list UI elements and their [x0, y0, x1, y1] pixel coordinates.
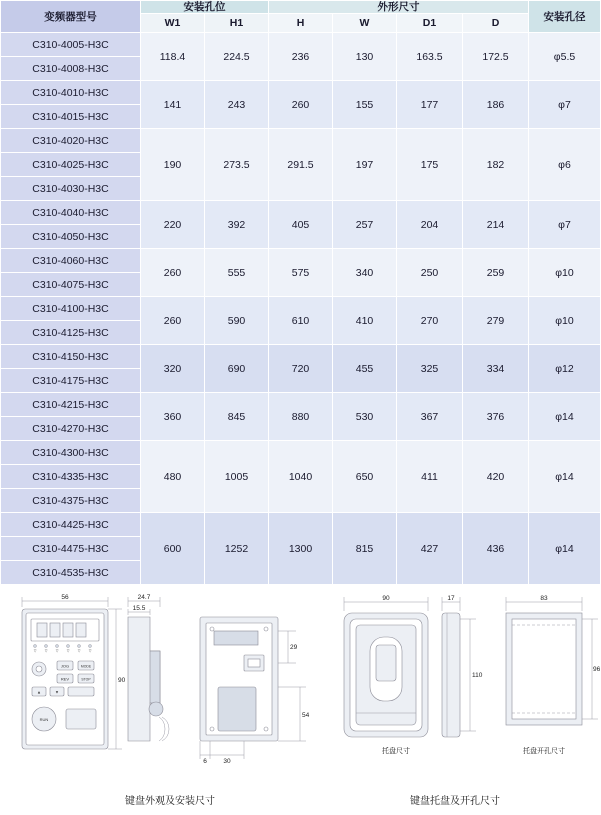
cell-w1: 220	[141, 201, 205, 249]
dim-label-56: 56	[61, 594, 69, 602]
model-cell: C310-4020-H3C	[1, 129, 141, 153]
keypad-key-down-label: ▼	[55, 689, 59, 695]
cell-d1: 175	[397, 129, 463, 201]
model-cell: C310-4335-H3C	[1, 465, 141, 489]
cell-d1: 177	[397, 81, 463, 129]
model-cell: C310-4050-H3C	[1, 225, 141, 249]
dim-label-90: 90	[118, 677, 126, 685]
dim-tray-width	[344, 595, 428, 611]
cell-hole: φ14	[529, 513, 601, 585]
cell-d: 214	[463, 201, 529, 249]
table-header-row-1	[1, 1, 601, 14]
caption-tray: 键盘托盘及开孔尺寸	[410, 796, 500, 808]
table-row	[1, 393, 601, 417]
cell-hole: φ10	[529, 249, 601, 297]
tray-opening-inner	[512, 619, 576, 719]
dim-label-110: 110	[472, 672, 483, 680]
cell-d: 420	[463, 441, 529, 513]
model-cell: C310-4125-H3C	[1, 321, 141, 345]
cell-d1: 367	[397, 393, 463, 441]
header-w: W	[333, 14, 397, 33]
dim-label-30: 30	[223, 758, 231, 766]
tray-keypad-window	[376, 645, 396, 681]
svg-text:▽: ▽	[44, 649, 48, 654]
cell-h1: 392	[205, 201, 269, 249]
dim-label-83: 83	[540, 595, 548, 603]
cell-h: 720	[269, 345, 333, 393]
table-row	[1, 201, 601, 225]
model-cell: C310-4150-H3C	[1, 345, 141, 369]
cell-hole: φ12	[529, 345, 601, 393]
tray-opening-view	[506, 595, 601, 725]
cell-h1: 1252	[205, 513, 269, 585]
cell-hole: φ7	[529, 201, 601, 249]
cell-hole: φ5.5	[529, 33, 601, 81]
keypad-side-knob	[149, 702, 163, 716]
cell-d1: 204	[397, 201, 463, 249]
model-cell: C310-4475-H3C	[1, 537, 141, 561]
dim-label-tray-90: 90	[382, 595, 390, 603]
cell-w1: 360	[141, 393, 205, 441]
model-cell: C310-4375-H3C	[1, 489, 141, 513]
cell-w: 257	[333, 201, 397, 249]
cell-h: 610	[269, 297, 333, 345]
dim-label-6: 6	[203, 758, 207, 766]
dim-label-29: 29	[290, 644, 298, 652]
cell-hole: φ14	[529, 441, 601, 513]
cell-h1: 555	[205, 249, 269, 297]
dim-keypad-width	[22, 594, 108, 607]
cell-h: 1040	[269, 441, 333, 513]
table-row	[1, 297, 601, 321]
cell-hole: φ10	[529, 297, 601, 345]
cell-d: 259	[463, 249, 529, 297]
model-cell: C310-4075-H3C	[1, 273, 141, 297]
cell-w: 340	[333, 249, 397, 297]
cell-hole: φ7	[529, 81, 601, 129]
plate-window	[214, 631, 258, 645]
cell-h: 405	[269, 201, 333, 249]
cell-w1: 600	[141, 513, 205, 585]
cell-h: 291.5	[269, 129, 333, 201]
model-cell: C310-4008-H3C	[1, 57, 141, 81]
header-h1: H1	[205, 14, 269, 33]
model-cell: C310-4215-H3C	[1, 393, 141, 417]
cell-w1: 480	[141, 441, 205, 513]
header-group-mount: 安装孔位	[141, 1, 269, 14]
table-body	[1, 33, 601, 585]
svg-text:▽: ▽	[88, 649, 92, 654]
plate-hole	[210, 727, 214, 731]
table-row	[1, 129, 601, 153]
table-row	[1, 345, 601, 369]
cell-h1: 690	[205, 345, 269, 393]
cell-h: 880	[269, 393, 333, 441]
cell-d1: 270	[397, 297, 463, 345]
cell-w: 815	[333, 513, 397, 585]
caption-keypad: 键盘外观及安装尺寸	[125, 796, 215, 808]
cell-h1: 1005	[205, 441, 269, 513]
model-cell: C310-4270-H3C	[1, 417, 141, 441]
model-cell: C310-4300-H3C	[1, 441, 141, 465]
tray-side-view	[442, 595, 483, 737]
cell-d1: 411	[397, 441, 463, 513]
cell-w: 197	[333, 129, 397, 201]
dim-label-15-5: 15.5	[132, 605, 146, 613]
keypad-key-stop-label: STOP	[81, 677, 91, 682]
model-cell: C310-4040-H3C	[1, 201, 141, 225]
keypad-key-run-label: RUN	[39, 717, 49, 723]
plate-lower-block	[218, 687, 256, 731]
cell-hole: φ14	[529, 393, 601, 441]
header-d: D	[463, 14, 529, 33]
cell-d1: 427	[397, 513, 463, 585]
label-tray-hole-size: 托盘开孔尺寸	[523, 748, 565, 756]
model-cell: C310-4060-H3C	[1, 249, 141, 273]
cell-w: 650	[333, 441, 397, 513]
plate-connector-port	[248, 659, 260, 667]
model-cell: C310-4425-H3C	[1, 513, 141, 537]
keypad-side-boss	[150, 651, 160, 703]
model-cell: C310-4175-H3C	[1, 369, 141, 393]
cell-w1: 260	[141, 297, 205, 345]
cell-w1: 190	[141, 129, 205, 201]
model-cell: C310-4005-H3C	[1, 33, 141, 57]
svg-text:▽: ▽	[66, 649, 70, 654]
plate-hole	[264, 727, 268, 731]
drawings-area	[0, 585, 600, 815]
keypad-side-view	[128, 594, 169, 741]
cell-w1: 260	[141, 249, 205, 297]
header-group-outline: 外形尺寸	[269, 1, 529, 14]
keypad-knob-inner	[36, 666, 42, 672]
cell-h1: 243	[205, 81, 269, 129]
keypad-key-up-label: ▲	[37, 689, 41, 695]
keypad-key-jog-label: JOG	[60, 663, 70, 669]
cell-h1: 273.5	[205, 129, 269, 201]
cell-h: 575	[269, 249, 333, 297]
cell-h: 1300	[269, 513, 333, 585]
dim-keypad-height	[108, 609, 126, 749]
table-row	[1, 81, 601, 105]
keypad-key-mode-label: MODE	[80, 664, 92, 669]
keypad-outline-drawing	[4, 591, 334, 771]
cell-w: 530	[333, 393, 397, 441]
cell-w: 130	[333, 33, 397, 81]
svg-text:▽: ▽	[55, 649, 59, 654]
dim-label-96: 96	[593, 666, 601, 674]
label-tray-size: 托盘尺寸	[382, 748, 410, 756]
model-cell: C310-4025-H3C	[1, 153, 141, 177]
cell-d1: 325	[397, 345, 463, 393]
cell-h1: 590	[205, 297, 269, 345]
cell-w: 155	[333, 81, 397, 129]
cell-d1: 250	[397, 249, 463, 297]
table-row	[1, 441, 601, 465]
model-cell: C310-4010-H3C	[1, 81, 141, 105]
model-cell: C310-4015-H3C	[1, 105, 141, 129]
cell-h1: 845	[205, 393, 269, 441]
table-row	[1, 33, 601, 57]
dim-label-54: 54	[302, 712, 310, 720]
keypad-key-panel[interactable]	[66, 709, 96, 729]
table-row	[1, 249, 601, 273]
cell-d: 186	[463, 81, 529, 129]
keypad-mounting-plate	[200, 617, 310, 765]
svg-text:▽: ▽	[77, 649, 81, 654]
model-cell: C310-4535-H3C	[1, 561, 141, 585]
header-group-hole-dia: 安装孔径	[529, 1, 601, 33]
cell-h1: 224.5	[205, 33, 269, 81]
cell-d: 279	[463, 297, 529, 345]
header-h: H	[269, 14, 333, 33]
cell-h: 260	[269, 81, 333, 129]
dim-label-tray-17: 17	[447, 595, 455, 603]
model-cell: C310-4100-H3C	[1, 297, 141, 321]
keypad-key-aux[interactable]	[68, 687, 94, 696]
svg-text:▽: ▽	[33, 649, 37, 654]
cell-d: 334	[463, 345, 529, 393]
dim-label-24-7: 24.7	[137, 594, 151, 602]
tray-outline-drawing	[330, 591, 600, 771]
cell-d: 172.5	[463, 33, 529, 81]
cell-w1: 320	[141, 345, 205, 393]
header-w1: W1	[141, 14, 205, 33]
keypad-key-rev-label: REV	[60, 676, 70, 682]
cell-w: 455	[333, 345, 397, 393]
cell-d: 182	[463, 129, 529, 201]
cell-d1: 163.5	[397, 33, 463, 81]
cell-w: 410	[333, 297, 397, 345]
cell-d: 436	[463, 513, 529, 585]
cell-w1: 118.4	[141, 33, 205, 81]
header-model-col: 变频器型号	[1, 1, 141, 33]
cell-d: 376	[463, 393, 529, 441]
model-cell: C310-4030-H3C	[1, 177, 141, 201]
cell-w1: 141	[141, 81, 205, 129]
cell-hole: φ6	[529, 129, 601, 201]
plate-hole	[264, 627, 268, 631]
header-d1: D1	[397, 14, 463, 33]
cell-h: 236	[269, 33, 333, 81]
tray-side-body	[442, 613, 460, 737]
table-row	[1, 513, 601, 537]
plate-hole	[210, 627, 214, 631]
